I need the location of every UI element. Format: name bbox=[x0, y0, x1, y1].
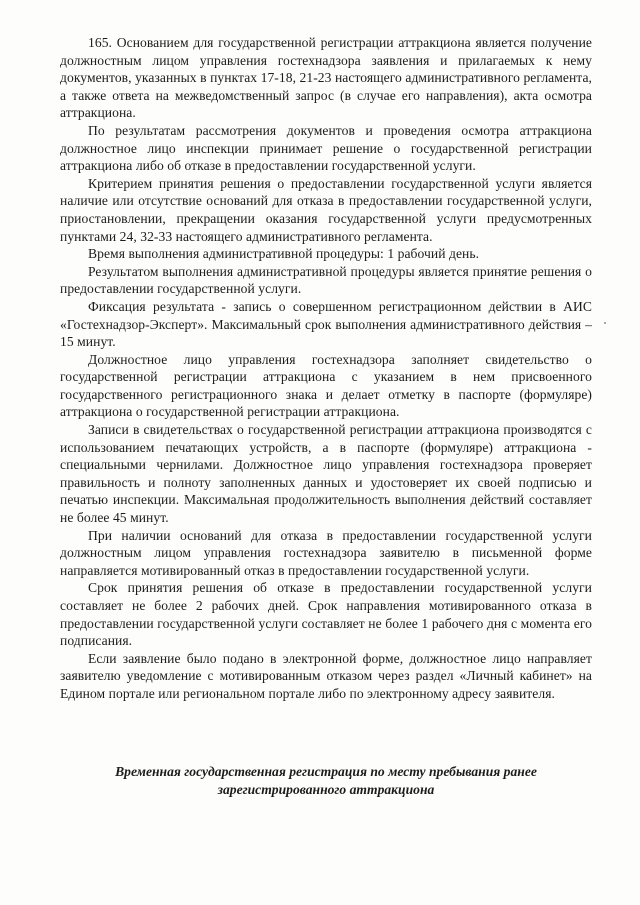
paragraph: Записи в свидетельствах о государственной регистрации аттракциона производятся с использованием печатающих устройств, а в паспорте (формуляре) аттракциона - специальными чернилами. Должностное лицо управления гостехнадзора проверяет правильность и полноту заполненных данных и удостоверяет их своей подписью и печатью инспекции. Максимальная продолжительность выполнения действий составляет не более 45 минут. bbox=[60, 422, 592, 526]
section-heading-line: зарегистрированного аттракциона bbox=[217, 781, 435, 797]
paragraph: По результатам рассмотрения документов и проведения осмотра аттракциона должностное лицо инспекции принимает решение о государственной регистрации аттракциона либо об отказе в предоставлении государственной услуги. bbox=[60, 122, 592, 174]
paragraph: Если заявление было подано в электронной форме, должностное лицо направляет заявителю уведомление с мотивированным отказом через раздел «Личный кабинет» на Едином портале или региональном портале либо по электронному адресу заявителя. bbox=[60, 650, 592, 701]
paragraph: Критерием принятия решения о предоставлении государственной услуги является наличие или отсутствие оснований для отказа в предоставлении государственной услуги, приостановлении, прекращении оказания государственной услуги предусмотренных пунктами 24, 32-33 настоящего административного регламента. bbox=[60, 175, 592, 244]
paragraph: Время выполнения административной процедуры: 1 рабочий день. bbox=[88, 246, 480, 262]
paragraph: Срок принятия решения об отказе в предоставлении государственной услуги составляет не более 2 рабочих дней. Срок направления мотивированного отказа в предоставлении государственной услуги составляет не более 1 рабочего дня с момента его подписания. bbox=[60, 580, 592, 649]
paragraph: Должностное лицо управления гостехнадзора заполняет свидетельство о государственной регистрации аттракциона с указанием в нем присвоенного государственного регистрационного знака и делает отметку в паспорте (формуляре) аттракциона о государственной регистрации аттракциона. bbox=[60, 351, 592, 420]
paragraph: Результатом выполнения административной процедуры является принятие решения о предоставлении государственной услуги. bbox=[60, 263, 592, 297]
document-body bbox=[60, 34, 592, 703]
paragraph: 165. Основанием для государственной регистрации аттракциона является получение должностным лицом управления гостехнадзора заявления и прилагаемых к нему документов, указанных в пунктах 17-18, 21-23 настоящего административного регламента, а также ответа на межведомственный запрос (в случае его направления), акта осмотра аттракциона. bbox=[60, 35, 592, 121]
paragraph: При наличии оснований для отказа в предоставлении государственной услуги должностным лицом управления гостехнадзора заявителю в письменной форме направляется мотивированный отказ в предоставлении государственной услуги. bbox=[60, 527, 592, 578]
paragraph: Фиксация результата - запись о совершенном регистрационном действии в АИС «Гостехнадзор-Эксперт». Максимальный срок выполнения административного действия – 15 минут. bbox=[60, 298, 592, 350]
section-heading-line: Временная государственная регистрация по месту пребывания ранее bbox=[115, 764, 537, 779]
section-heading bbox=[80, 763, 572, 798]
scan-speck bbox=[604, 322, 606, 324]
